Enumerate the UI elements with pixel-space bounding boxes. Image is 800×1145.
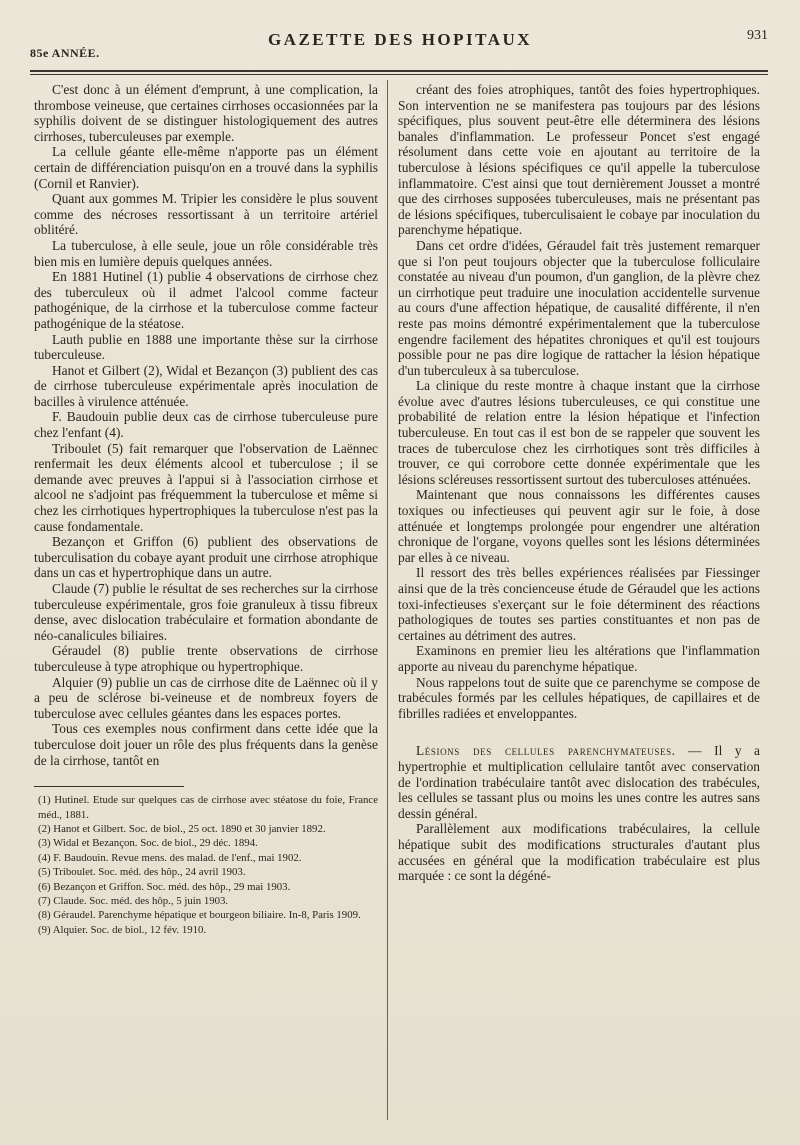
paragraph: Maintenant que nous connaissons les différentes causes toxiques ou infectieuses qui peuvent agir sur le foie, à dose atténuée et longtemps prolongée pour engendrer une altération chronique de l'organe, voyons quelles sont les lésions déterminées par elles à ce niveau. [398,487,760,565]
page-number: 931 [747,28,768,43]
year-label: 85e ANNÉE. [30,46,100,60]
paragraph: Bezançon et Griffon (6) publient des observations de tuberculisation du cobaye ayant produit une cirrhose atrophique dans un cas et hypertrophique dans un autre. [34,534,378,581]
footnote: (5) Triboulet. Soc. méd. des hôp., 24 avril 1903. [38,866,246,879]
paragraph: Nous rappelons tout de suite que ce parenchyme se compose de trabécules formés par les cellules hépatiques, de capillaires et de fibrilles radiées et enveloppantes. [398,674,760,721]
footnote: (4) F. Baudouin. Revue mens. des malad. de l'enf., mai 1902. [38,851,302,864]
right-paragraphs [398,82,760,721]
paragraph: Quant aux gommes M. Tripier les considère le plus souvent comme des nécroses ressortissant à un territoire artériel oblitéré. [34,191,378,238]
column-divider [387,80,388,1120]
right-column [398,82,760,884]
paragraph: Alquier (9) publie un cas de cirrhose dite de Laënnec où il y a peu de sclérose bi-veineuse et de nombreux foyers de tuberculose avec cellules géantes dans les espaces portes. [34,674,378,721]
section-text: — Il y a hypertrophie et multiplication cellulaire tantôt avec conservation de l'ordination trabéculaire tantôt avec dislocation des trabécules, les cellules se tassant plus ou moins les unes contre les autres sans dessin général. [398,743,760,821]
paragraph: Il ressort des très belles expériences réalisées par Fiessinger ainsi que de la très concienceuse étude de Géraudel que les actions toxi-infectieuses s'exerçant sur le foie déterminent des réactions pathologiques de toutes ses parties constituantes et non pas de certaines au détriment des autres. [398,565,760,643]
paragraph: créant des foies atrophiques, tantôt des foies hypertrophiques. Son intervention ne se manifestera pas toujours par des lésions spécifiques, plus souvent peut-être elle déterminera des lésions banales d'inflammation. Le professeur Poncet s'est engagé résolument dans cette voie en ajoutant au territoire de la tuberculose à lésions spécifiques ce qu'il appelle la tuberculose inflammatoire. C'est ainsi que tout dernièrement Jousset a montré que des cirrhoses supposées tuberculeuses, mais ne présentant pas de lésions spécifiques, tuberculisaient le cobaye par inoculation du parenchyme hépatique. [398,82,760,238]
left-paragraphs [34,82,378,768]
paragraph: F. Baudouin publie deux cas de cirrhose tuberculeuse pure chez l'enfant (4). [34,409,378,441]
footnote: (1) Hutinel. Etude sur quelques cas de cirrhose avec stéatose du foie, France méd., 1881. [38,794,378,821]
paragraph: Tous ces exemples nous confirment dans cette idée que la tuberculose doit jouer un rôle des plus fréquents dans la genèse de la cirrhose, tantôt en [34,721,378,768]
footnote: (2) Hanot et Gilbert. Soc. de biol., 25 oct. 1890 et 30 janvier 1892. [38,822,326,835]
footnote-rule [34,786,184,787]
section-heading: Lésions des cellules parenchymateuses. [416,743,676,759]
paragraph: Claude (7) publie le résultat de ses recherches sur la cirrhose tuberculeuse expérimentale, gros foie granuleux à tissu fibreux dense, avec dislocation trabéculaire et formation abondante de néo-canalicules biliaires. [34,581,378,643]
header-rule [30,70,768,75]
paragraph: Géraudel (8) publie trente observations de cirrhose tuberculeuse à type atrophique ou hypertrophique. [34,643,378,674]
paragraph: La cellule géante elle-même n'apporte pas un élément certain de différenciation puisqu'on en a trouvé dans la syphilis (Cornil et Ranvier). [34,144,378,191]
footnotes [34,793,378,937]
footnote: (6) Bezançon et Griffon. Soc. méd. des hôp., 29 mai 1903. [38,880,291,893]
footnote: (8) Géraudel. Parenchyme hépatique et bourgeon biliaire. In-8, Paris 1909. [38,909,361,922]
left-column [34,82,378,937]
footnote: (7) Claude. Soc. méd. des hôp., 5 juin 1903. [38,894,229,907]
paragraph: Lauth publie en 1888 une importante thèse sur la cirrhose tuberculeuse. [34,331,378,363]
paragraph: La tuberculose, à elle seule, joue un rôle considérable très bien mis en lumière depuis quelques années. [34,237,378,269]
running-head [0,28,800,68]
paragraph: Examinons en premier lieu les altérations que l'inflammation apporte au niveau du parenchyme hépatique. [398,643,760,674]
footnote: (3) Widal et Bezançon. Soc. de biol., 29 déc. 1894. [38,837,258,850]
paragraph: Triboulet (5) fait remarquer que l'observation de Laënnec renfermait les deux éléments alcool et tuberculose ; il se demande avec preuves à l'appui si à l'association cirrhose et alcool ne s'adjoint pas fréquemment la tuberculose et même si chez les cirrhotiques hypertrophiques la tuberculose n'est pas la cause fondamentale. [34,440,378,534]
paragraph: C'est donc à un élément d'emprunt, à une complication, la thrombose veineuse, que certaines cirrhoses occasionnées par la syphilis doivent de se distinguer histologiquement des autres cirrhoses, tuberculeuses par exemple. [34,82,378,144]
paragraph: Dans cet ordre d'idées, Géraudel fait très justement remarquer que si l'on peut toujours objecter que la tuberculose folliculaire constatée au niveau d'un poumon, d'un ganglion, de la plèvre chez un cirrhotique peut traduire une inoculation accidentelle survenue au cours d'une affection hépatique, de causalité différente, il n'en reste pas moins démontré expérimentalement que la tuberculose engendre facilement des hépatites chroniques et qu'il est toujours possible pour ne pas dire logique de rattacher la lésion hépatique d'un tuberculeux à sa tuberculose. [398,237,760,378]
paragraph: Hanot et Gilbert (2), Widal et Bezançon (3) publient des cas de cirrhose tuberculeuse expérimentale après inoculation de bacilles à virulence atténuée. [34,362,378,409]
footnote: (9) Alquier. Soc. de biol., 12 fév. 1910. [38,923,207,936]
paragraph: Parallèlement aux modifications trabéculaires, la cellule hépatique subit des modifications structurales d'autant plus accusées en général que la modification trabéculaire est plus marquée : ce sont la dégéné- [398,821,760,884]
journal-title: GAZETTE DES HOPITAUX [267,30,533,49]
right-paragraphs-after [398,821,760,883]
paragraph: La clinique du reste montre à chaque instant que la cirrhose évolue avec d'autres lésions tuberculeuses, ce qui constitue une probabilité de relation entre la lésion hépatique et l'infection tuberculeuse. En tout cas il est bon de se rappeler que souvent les traces de tuberculose chez les cirrhotiques sont très difficiles à trouver, ce qui corrobore cette donnée expérimentale que les lésions scléreuses ressortissent surtout des tuberculoses atténuées. [398,378,760,487]
section-paragraph [398,743,760,821]
paragraph: En 1881 Hutinel (1) publie 4 observations de cirrhose chez des tuberculeux où il admet l'alcool comme facteur pathogénique, de la cirrhose et la tuberculose comme facteur pathogénique de la stéatose. [34,269,378,331]
